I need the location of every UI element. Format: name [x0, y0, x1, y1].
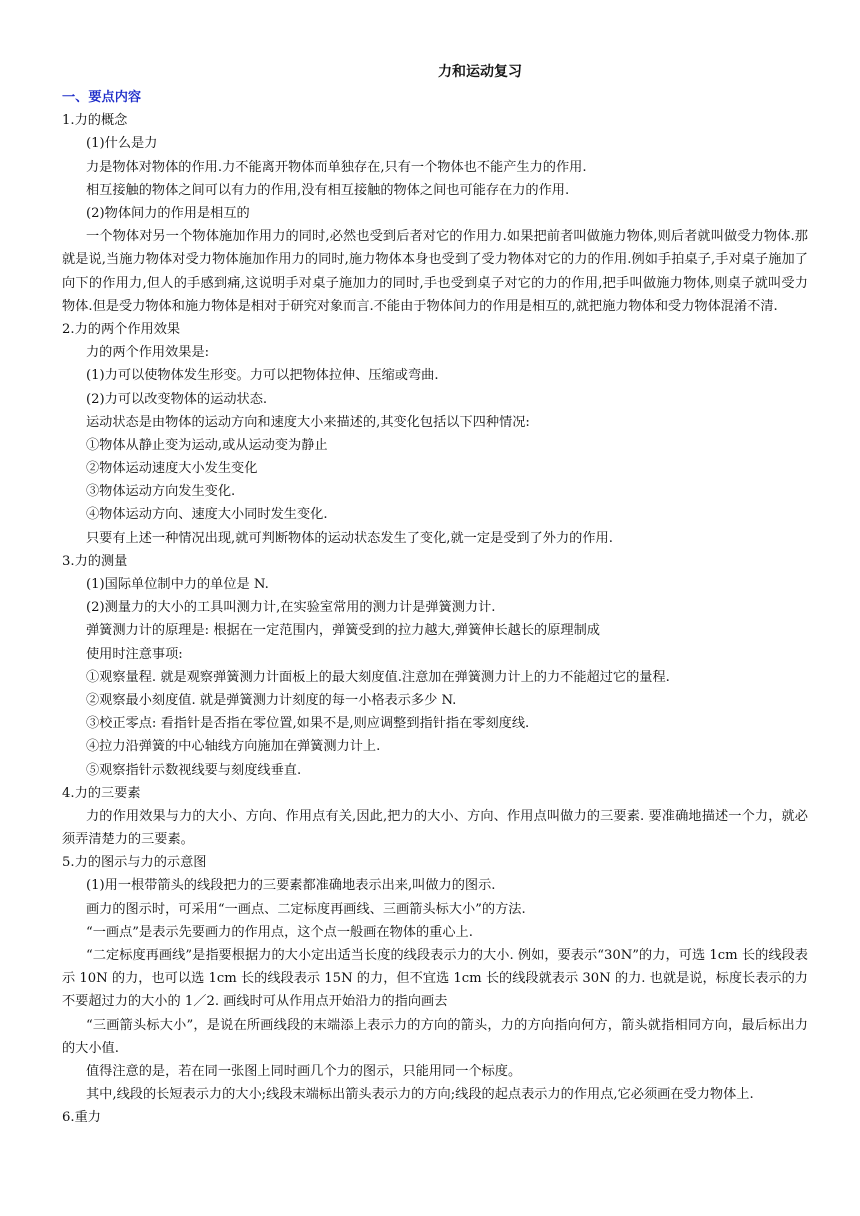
s1-p3: 一个物体对另一个物体施加作用力的同时,必然也受到后者对它的作用力.如果把前者叫做施力物体,则后者就叫做受力物体.那就是说,当施力物体对受力物体施加作用力的同时,施力物体本身也受到了受力物体对它的力的作用.例如手拍桌子,手对桌子施加了向下的作用力,但人的手感到痛,这说明手对桌子施加力的同时,手也受到桌子对它的力的作用,把手叫做施力物体,则桌子就叫受力物体.但是受力物体和施力物体是相对于研究对象而言.不能由于物体间力的作用是相互的,就把施力物体和受力物体混淆不清.: [62, 229, 808, 314]
s3-notes: 使用时注意事项:: [86, 646, 183, 662]
s6-heading: 6.重力: [62, 1110, 101, 1126]
s5-p4: “二定标度再画线”是指要根据力的大小定出适当长度的线段表示力的大小. 例如，要表示“30N”的力，可选 1cm 长的线段表示 10N 的力，也可以选 1cm 长的线段表示 15N 的力，但不宜选 1cm 长的线段就表示 30N 的力. 也就是说，标度长表示的力不要超过力的大小的 1／2. 画线时可从作用点开始沿力的指向画去: [62, 948, 808, 1010]
s3-note-5: ⑤观察指针示数视线要与刻度线垂直.: [86, 762, 302, 778]
s3-m2: (2)测量力的大小的工具叫测力计,在实验室常用的测力计是弹簧测力计.: [86, 600, 496, 616]
s4-heading: 4.力的三要素: [62, 785, 141, 801]
s5-p1: (1)用一根带箭头的线段把力的三要素都准确地表示出来,叫做力的图示.: [86, 878, 496, 894]
s2-desc: 运动状态是由物体的运动方向和速度大小来描述的,其变化包括以下四种情况:: [86, 414, 530, 430]
s5-p6: 值得注意的是，若在同一张图上同时画几个力的图示，只能用同一个标度。: [86, 1064, 522, 1080]
section-heading: 一、要点内容: [62, 90, 142, 105]
s3-heading: 3.力的测量: [62, 553, 128, 569]
s5-heading: 5.力的图示与力的示意图: [62, 855, 207, 871]
document-body: [62, 86, 808, 1130]
s2-case-3: ③物体运动方向发生变化.: [86, 484, 236, 500]
s3-m1: (1)国际单位制中力的单位是 N.: [86, 577, 269, 592]
s4-p1: 力的作用效果与力的大小、方向、作用点有关,因此,把力的大小、方向、作用点叫做力的三要素. 要准确地描述一个力，就必须弄清楚力的三要素。: [62, 808, 808, 848]
s2-case-2: ②物体运动速度大小发生变化: [86, 461, 258, 477]
s2-effect-1: (1)力可以使物体发生形变。力可以把物体拉伸、压缩或弯曲.: [86, 368, 439, 384]
s2-effect-2: (2)力可以改变物体的运动状态.: [86, 391, 268, 407]
s5-p3: “一画点”是表示先要画力的作用点，这个点一般画在物体的重心上.: [86, 924, 473, 940]
s3-note-1: ①观察量程. 就是观察弹簧测力计面板上的最大刻度值.注意加在弹簧测力计上的力不能超过它的量程.: [86, 669, 670, 685]
s5-p2: 画力的图示时，可采用“一画点、二定标度再画线、三画箭头标大小”的方法.: [86, 901, 526, 917]
document-title: 力和运动复习: [438, 64, 522, 80]
s2-case-1: ①物体从静止变为运动,或从运动变为静止: [86, 437, 328, 453]
s2-conclusion: 只要有上述一种情况出现,就可判断物体的运动状态发生了变化,就一定是受到了外力的作用.: [86, 530, 613, 546]
s5-p7: 其中,线段的长短表示力的大小;线段末端标出箭头表示力的方向;线段的起点表示力的作用点,它必须画在受力物体上.: [86, 1087, 754, 1103]
s1-sub2: (2)物体间力的作用是相互的: [86, 205, 250, 221]
s2-intro: 力的两个作用效果是:: [86, 345, 210, 361]
s3-note-2: ②观察最小刻度值. 就是弹簧测力计刻度的每一小格表示多少 N.: [86, 692, 457, 708]
s5-p5: “三画箭头标大小”，是说在所画线段的末端添上表示力的方向的箭头，力的方向指向何方，箭头就指相同方向，最后标出力的大小值.: [62, 1017, 808, 1056]
s1-p2: 相互接触的物体之间可以有力的作用,没有相互接触的物体之间也可能存在力的作用.: [86, 182, 570, 198]
s2-case-4: ④物体运动方向、速度大小同时发生变化.: [86, 507, 328, 523]
s1-heading: 1.力的概念: [62, 113, 128, 129]
s3-note-4: ④拉力沿弹簧的中心轴线方向施加在弹簧测力计上.: [86, 739, 381, 755]
s2-heading: 2.力的两个作用效果: [62, 321, 181, 337]
s3-note-3: ③校正零点: 看指针是否指在零位置,如果不是,则应调整到指针指在零刻度线.: [86, 716, 530, 732]
s1-sub1: (1)什么是力: [86, 136, 158, 152]
s1-p1: 力是物体对物体的作用.力不能离开物体而单独存在,只有一个物体也不能产生力的作用.: [86, 159, 587, 175]
s3-principle: 弹簧测力计的原理是: 根据在一定范围内，弹簧受到的拉力越大,弹簧伸长越长的原理制成: [86, 623, 600, 639]
